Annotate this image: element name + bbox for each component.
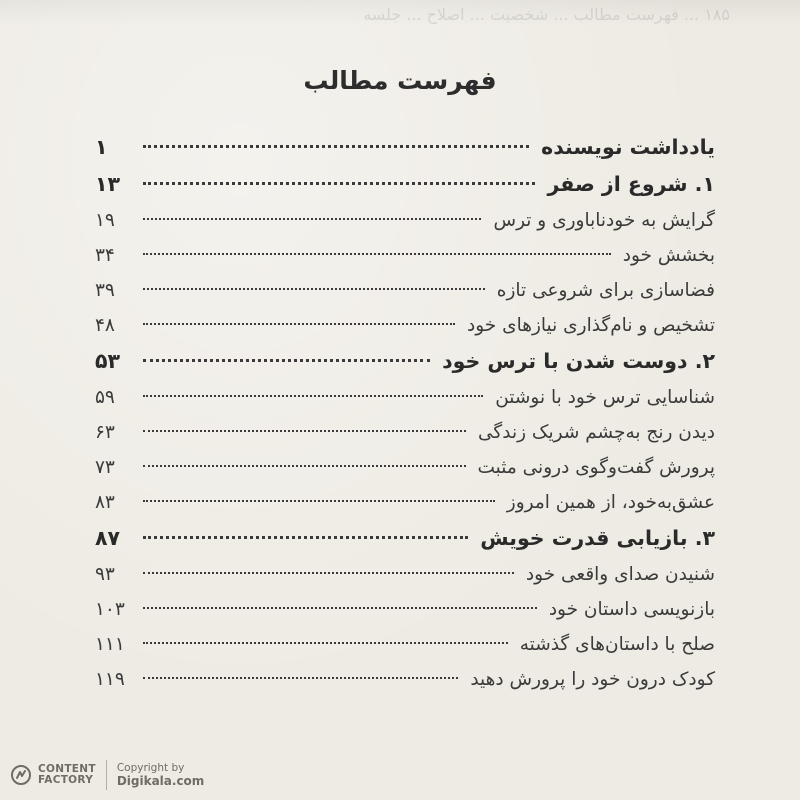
toc-dot-leader	[143, 572, 514, 574]
toc-section-row	[95, 415, 715, 450]
toc-page-number: ۳۹	[95, 280, 115, 301]
toc-section-row	[95, 203, 715, 238]
toc-entry-label: بخشش خود	[622, 245, 715, 266]
toc-dot-leader	[143, 430, 466, 432]
toc-section-row	[95, 485, 715, 520]
toc-entry-label: صلح با داستان‌های گذشته	[519, 634, 715, 655]
bleed-through-text: ۱۸۵ ... فهرست مطالب ... شخصیت ... اصلاح ... جلسه	[363, 5, 730, 24]
content-factory-logo-icon	[10, 764, 32, 786]
toc-page-number: ۱۹	[95, 210, 115, 231]
toc-page-number: ۶۳	[95, 422, 115, 443]
toc-section-row	[95, 238, 715, 273]
toc-page-number: ۳۴	[95, 245, 115, 266]
logo-line-1: CONTENT	[38, 763, 96, 775]
toc-dot-leader	[143, 607, 537, 609]
toc-dot-leader	[143, 323, 455, 325]
toc-page-number: ۱۱۱	[95, 634, 125, 655]
toc-dot-leader	[143, 359, 430, 362]
toc-section-row	[95, 662, 715, 697]
toc-title: فهرست مطالب	[303, 66, 497, 95]
toc-page-number: ۹۳	[95, 564, 115, 585]
toc-dot-leader	[143, 536, 468, 539]
content-factory-logo-text	[38, 764, 96, 786]
toc-dot-leader	[143, 395, 483, 397]
toc-page-number: ۴۸	[95, 315, 115, 336]
toc-page-number: ۸۷	[95, 526, 121, 550]
content-factory-logo	[10, 764, 96, 786]
toc-chapter-row	[95, 520, 715, 557]
toc-entry-label: ۱. شروع از صفر	[547, 172, 715, 196]
toc-entry-label: پرورش گفت‌وگوی درونی مثبت	[477, 457, 715, 478]
toc-dot-leader	[143, 642, 508, 644]
toc-entry-label: ۳. بازیابی قدرت خویش	[480, 526, 715, 550]
copyright-line-2: Digikala.com	[116, 774, 205, 788]
toc-entry-label: یادداشت نویسنده	[541, 135, 715, 159]
footer-watermark	[10, 760, 204, 790]
copyright-block	[117, 762, 205, 788]
toc-section-row	[95, 450, 715, 485]
footer-divider	[106, 760, 107, 790]
toc-section-row	[95, 380, 715, 415]
table-of-contents	[95, 129, 715, 697]
toc-entry-label: شنیدن صدای واقعی خود	[525, 564, 715, 585]
toc-entry-label: بازنویسی داستان خود	[548, 599, 715, 620]
toc-page-number: ۷۳	[95, 457, 115, 478]
toc-section-row	[95, 273, 715, 308]
toc-page-number: ۱۳	[95, 172, 121, 196]
toc-dot-leader	[143, 500, 495, 502]
toc-entry-label: تشخیص و نام‌گذاری نیازهای خود	[466, 315, 715, 336]
toc-entry-label: گرایش به خودناباوری و ترس	[493, 210, 715, 231]
toc-dot-leader	[143, 465, 466, 467]
toc-chapter-row	[95, 129, 715, 166]
toc-section-row	[95, 592, 715, 627]
toc-entry-label: دیدن رنج به‌چشم شریک زندگی	[478, 422, 715, 443]
toc-entry-label: کودک درون خود را پرورش دهید	[470, 669, 715, 690]
toc-dot-leader	[143, 145, 529, 148]
toc-entry-label: فضاسازی برای شروعی تازه	[496, 280, 715, 301]
toc-dot-leader	[143, 253, 611, 255]
toc-dot-leader	[143, 288, 485, 290]
toc-section-row	[95, 557, 715, 592]
toc-entry-label: شناسایی ترس خود با نوشتن	[495, 387, 715, 408]
toc-page-number: ۱۰۳	[95, 599, 125, 620]
logo-line-2: FACTORY	[38, 774, 94, 786]
toc-entry-label: ۲. دوست شدن با ترس خود	[442, 349, 715, 373]
toc-page-number: ۵۳	[95, 349, 121, 373]
toc-page-number: ۸۳	[95, 492, 115, 513]
toc-chapter-row	[95, 343, 715, 380]
toc-dot-leader	[143, 218, 481, 220]
toc-chapter-row	[95, 166, 715, 203]
toc-page-number: ۵۹	[95, 387, 115, 408]
toc-dot-leader	[143, 677, 458, 679]
toc-dot-leader	[143, 182, 535, 185]
toc-page-number: ۱۱۹	[95, 669, 125, 690]
toc-section-row	[95, 627, 715, 662]
copyright-line-1: Copyright by	[116, 762, 185, 774]
toc-page-number: ۱	[95, 135, 108, 159]
toc-section-row	[95, 308, 715, 343]
toc-entry-label: عشق‌به‌خود، از همین امروز	[506, 492, 715, 513]
